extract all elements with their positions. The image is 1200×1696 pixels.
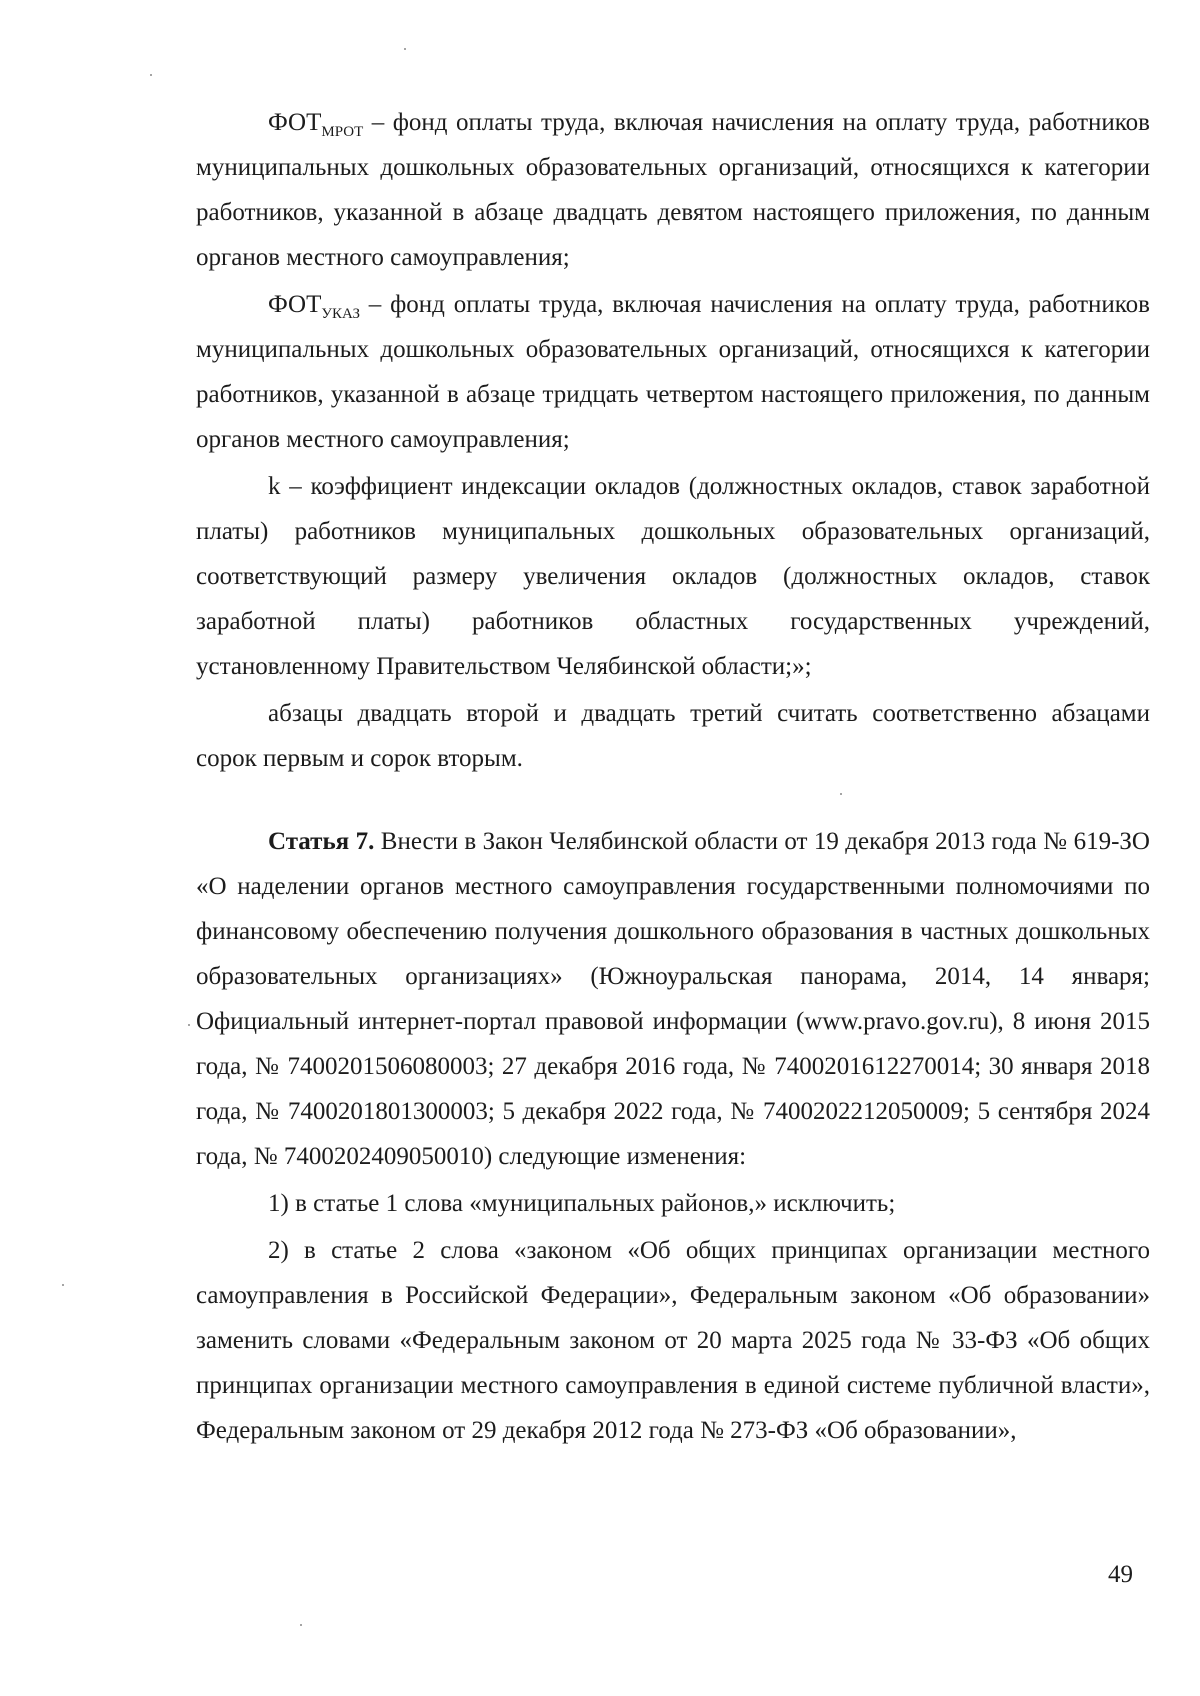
paragraph-k-coefficient: k – коэффициент индексации окладов (должностных окладов, ставок заработной платы) работников муниципальных дошкольных образовательных организаций, соответствующий размеру увеличения окладов (должностных окладов, ставок заработной платы) работников областных государственных учреждений, установленному Правительством Челябинской области;»; xyxy=(196,473,1150,680)
article-body: Внести в Закон Челябинской области от 19 декабря 2013 года № 619-ЗО «О наделении органов местного самоуправления государственными полномочиями по финансовому обеспечению получения дошкольного образования в частных дошкольных образовательных организациях» (Южноуральская панорама, 2014, 14 января; Официальный интернет-портал правовой информации (www.pravo.gov.ru), 8 июня 2015 года, № 7400201506080003; 27 декабря 2016 года, № 7400201612270014; 30 января 2018 года, № 7400201801300003; 5 декабря 2022 года, № 7400202212050009; 5 сентября 2024 года, № 7400202409050010) следующие изменения: xyxy=(196,828,1150,1170)
fot-subscript-mrot: МРОТ xyxy=(321,124,364,140)
scan-speck xyxy=(840,793,842,795)
scan-speck xyxy=(62,1284,64,1286)
scan-speck xyxy=(150,74,152,76)
document-page xyxy=(196,100,1150,1453)
article-7 xyxy=(196,819,1150,1179)
paragraph-fot-mrot xyxy=(196,100,1150,280)
scan-speck xyxy=(300,1624,302,1626)
paragraph-renumber: абзацы двадцать второй и двадцать третий считать соответственно абзацами сорок первым и сорок вторым. xyxy=(196,700,1150,772)
amendment-item-2: 2) в статье 2 слова «законом «Об общих принципах организации местного самоуправления в Российской Федерации», Федеральным законом «Об образовании» заменить словами «Федеральным законом от 20 марта 2025 года № 33-ФЗ «Об общих принципах организации местного самоуправления в единой системе публичной власти», Федеральным законом от 29 декабря 2012 года № 273-ФЗ «Об образовании», xyxy=(196,1237,1150,1444)
scan-speck xyxy=(404,48,406,50)
page-number: 49 xyxy=(1108,1561,1133,1588)
fot-subscript-ukaz: УКАЗ xyxy=(321,306,360,322)
fot-symbol: ФОТ xyxy=(268,109,322,136)
fot-ukaz-definition: – фонд оплаты труда, включая начисления на оплату труда, работников муниципальных дошкольных образовательных организаций, относящихся к категории работников, указанной в абзаце тридцать четвертом настоящего приложения, по данным органов местного самоуправления; xyxy=(196,291,1150,453)
scan-speck xyxy=(188,1024,190,1026)
paragraph-fot-ukaz xyxy=(196,282,1150,462)
fot-mrot-definition: – фонд оплаты труда, включая начисления на оплату труда, работников муниципальных дошкольных образовательных организаций, относящихся к категории работников, указанной в абзаце двадцать девятом настоящего приложения, по данным органов местного самоуправления; xyxy=(196,109,1150,271)
fot-symbol: ФОТ xyxy=(268,291,322,318)
amendment-item-1: 1) в статье 1 слова «муниципальных районов,» исключить; xyxy=(268,1190,896,1217)
article-heading: Статья 7. xyxy=(268,828,375,855)
